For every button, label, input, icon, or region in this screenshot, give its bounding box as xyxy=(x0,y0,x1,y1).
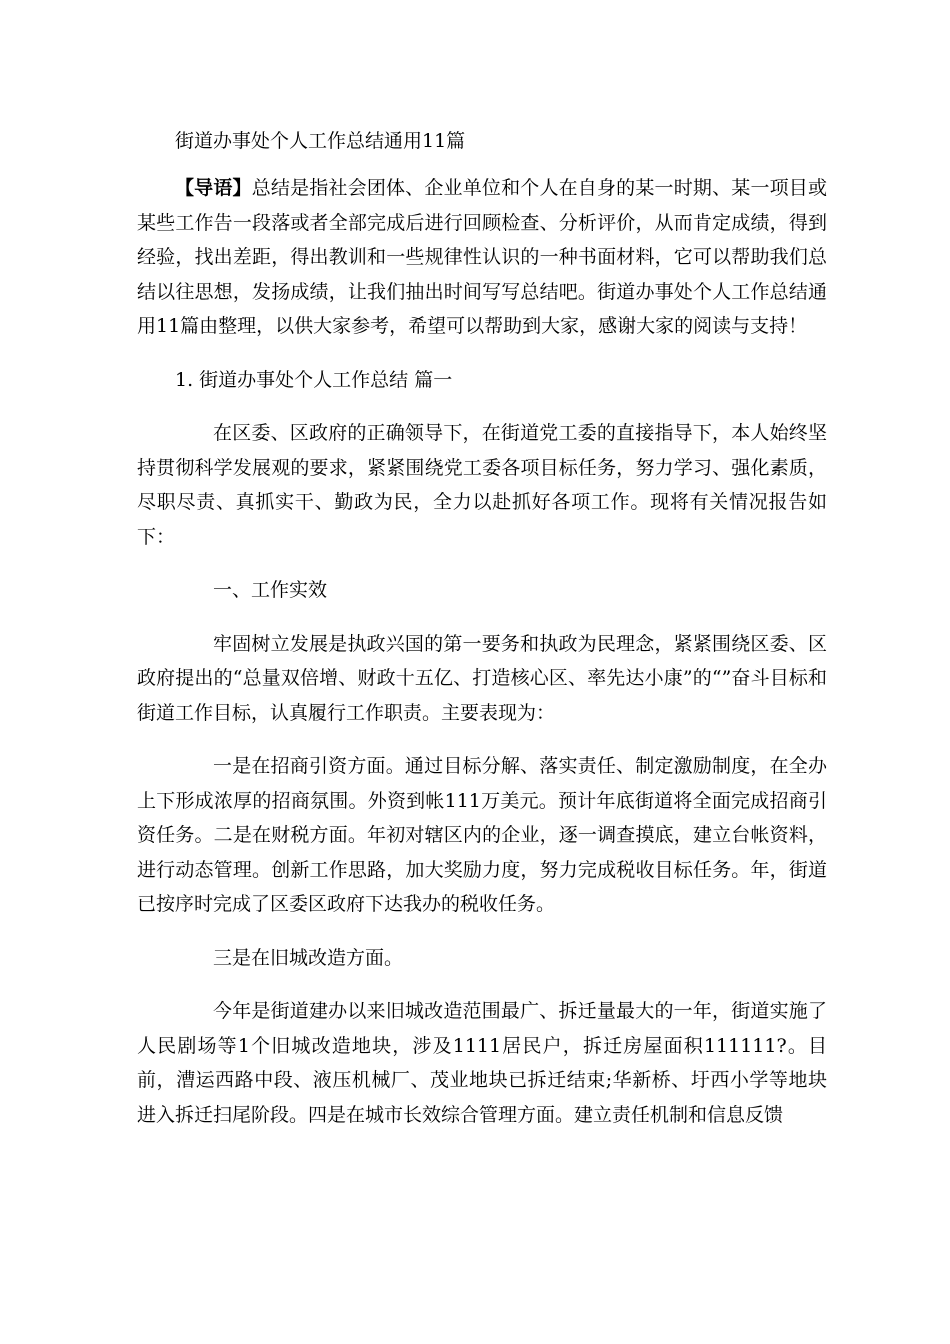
document-page xyxy=(137,124,827,1151)
body-paragraph: 在区委、区政府的正确领导下，在街道党工委的直接指导下，本人始终坚持贯彻科学发展观的要求，紧紧围绕党工委各项目标任务，努力学习、强化素质，尽职尽责、真抓实干、勤政为民，全力以赴抓好各项工作。现将有关情况报告如下： xyxy=(137,422,827,548)
body-paragraph: 一是在招商引资方面。通过目标分解、落实责任、制定激励制度，在全办上下形成浓厚的招商氛围。外资到帐111万美元。预计年底街道将全面完成招商引资任务。二是在财税方面。年初对辖区内的企业，逐一调查摸底，建立台帐资料，进行动态管理。创新工作思路，加大奖励力度，努力完成税收目标任务。年，街道已按序时完成了区委区政府下达我办的税收任务。 xyxy=(137,755,827,915)
body-paragraph: 三是在旧城改造方面。 xyxy=(213,946,404,969)
body-paragraph: 今年是街道建办以来旧城改造范围最广、拆迁量最大的一年，街道实施了人民剧场等1个旧城改造地块，涉及1111居民户，拆迁房屋面积111111?。目前，漕运西路中段、液压机械厂、茂业地块已拆迁结束;华新桥、圩西小学等地块进入拆迁扫尾阶段。四是在城市长效综合管理方面。建立责任机制和信息反馈 xyxy=(137,1000,827,1126)
section-heading: 1. 街道办事处个人工作总结 篇一 xyxy=(175,368,453,391)
intro-marker: 【导语】 xyxy=(175,177,252,199)
document-title: 街道办事处个人工作总结通用11篇 xyxy=(175,130,466,152)
intro-paragraph xyxy=(137,171,827,344)
body-paragraph: 牢固树立发展是执政兴国的第一要务和执政为民理念，紧紧围绕区委、区政府提出的“总量双倍增、财政十五亿、打造核心区、率先达小康”的“”奋斗目标和街道工作目标，认真履行工作职责。主要表现为： xyxy=(137,632,827,724)
subheading: 一、工作实效 xyxy=(213,579,328,601)
intro-text: 总结是指社会团体、企业单位和个人在自身的某一时期、某一项目或某些工作告一段落或者全部完成后进行回顾检查、分析评价，从而肯定成绩，得到经验，找出差距，得出教训和一些规律性认识的一种书面材料，它可以帮助我们总结以往思想，发扬成绩，让我们抽出时间写写总结吧。街道办事处个人工作总结通用11篇由整理，以供大家参考，希望可以帮助到大家，感谢大家的阅读与支持！ xyxy=(137,177,827,337)
